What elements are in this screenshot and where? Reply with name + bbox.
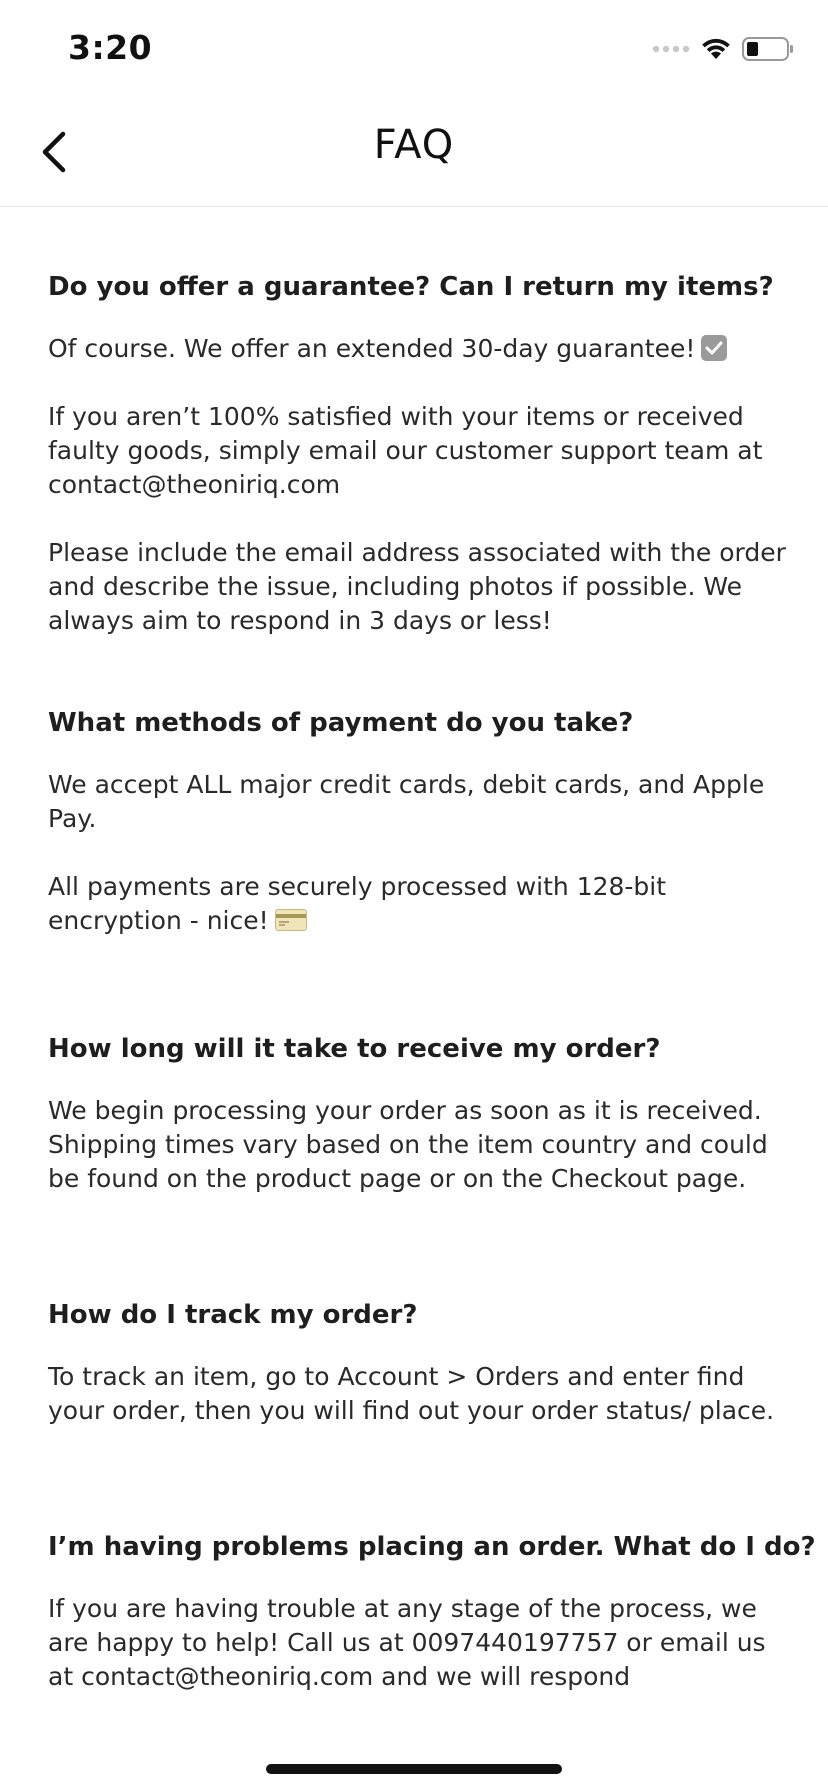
wifi-icon — [700, 37, 732, 61]
status-time: 3:20 — [68, 28, 153, 67]
credit-card-icon — [275, 909, 307, 931]
faq-answer-paragraph: We begin processing your order as soon as it is received. Shipping times vary based on the item country and could be found on the product page or on the Checkout page. — [48, 1096, 768, 1193]
faq-content — [48, 270, 816, 1728]
check-mark-icon — [701, 335, 727, 361]
faq-answer-paragraph: If you are having trouble at any stage of the process, we are happy to help! Call us at 0097440197757 or email us at contact@theoniriq.com and we will respond — [48, 1594, 766, 1691]
faq-question: How do I track my order? — [48, 1300, 418, 1330]
faq-item-tracking — [48, 1298, 788, 1428]
spacer — [48, 972, 788, 1032]
battery-icon — [742, 37, 794, 61]
cellular-signal-icon — [652, 43, 690, 55]
faq-item-payment — [48, 706, 788, 938]
faq-item-order-problems — [48, 1530, 816, 1694]
status-icons — [652, 32, 794, 66]
faq-question: What methods of payment do you take? — [48, 708, 634, 738]
faq-item-guarantee — [48, 270, 788, 638]
faq-question: I’m having problems placing an order. What do I do? — [48, 1532, 816, 1562]
faq-item-delivery-time — [48, 1032, 788, 1196]
faq-question: Do you offer a guarantee? Can I return my items? — [48, 272, 774, 302]
faq-answer-paragraph: Please include the email address associated with the order and describe the issue, including photos if possible. We always aim to respond in 3 days or less! — [48, 538, 786, 635]
home-indicator[interactable] — [266, 1764, 562, 1774]
faq-answer-paragraph: To track an item, go to Account > Orders and enter find your order, then you will find out your order status/ place. — [48, 1362, 775, 1425]
faq-answer-paragraph: We accept ALL major credit cards, debit cards, and Apple Pay. — [48, 770, 765, 833]
page-title: FAQ — [373, 122, 455, 168]
faq-question: How long will it take to receive my order? — [48, 1034, 661, 1064]
spacer — [48, 672, 788, 706]
navigation-bar — [0, 100, 828, 207]
faq-answer-paragraph: Of course. We offer an extended 30-day guarantee! — [48, 332, 788, 366]
spacer — [48, 1462, 788, 1530]
faq-answer-paragraph: If you aren’t 100% satisfied with your items or received faulty goods, simply email our customer support team at contact@theoniriq.com — [48, 402, 763, 499]
status-bar — [0, 0, 828, 100]
spacer — [48, 1230, 788, 1298]
faq-answer-paragraph: All payments are securely processed with 128-bit encryption - nice! — [48, 872, 667, 935]
